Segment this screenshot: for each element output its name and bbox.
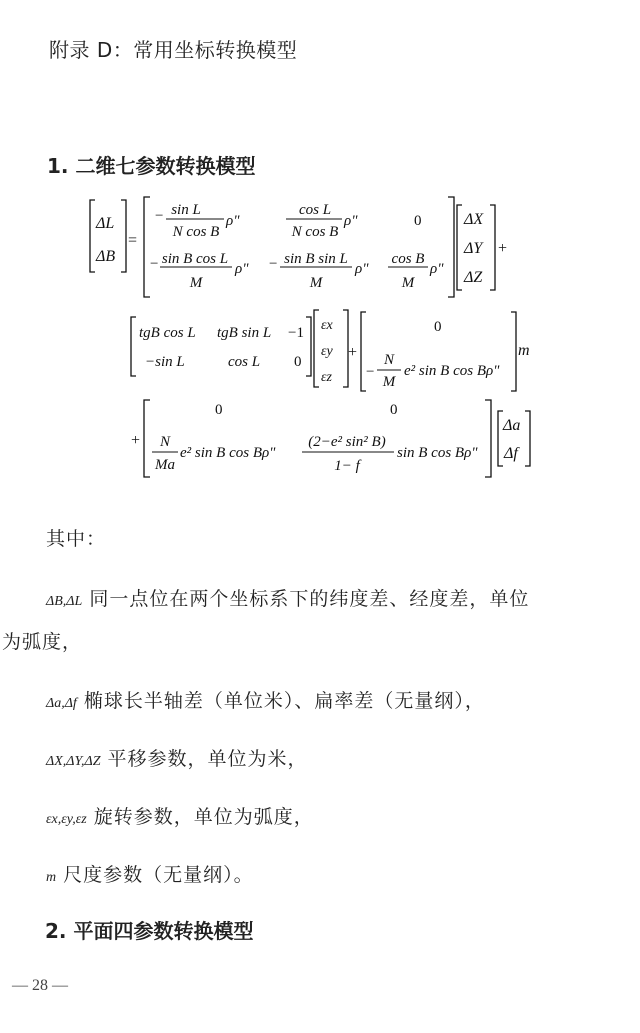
para-translation-text: 平移参数，单位为米， — [100, 748, 308, 770]
m1-r2c3-den: M — [401, 275, 415, 291]
m3-b2-rest: sin B cos Bρ" — [397, 445, 478, 461]
v4-da: Δa — [503, 417, 521, 434]
m2-r2c3: 0 — [294, 354, 302, 370]
para-translation — [46, 744, 308, 771]
scale-m: m — [518, 342, 530, 359]
symbol-m: m — [46, 870, 57, 885]
m3-b1-num: N — [159, 434, 171, 450]
para-delta-b-l-text: 同一点位在两个坐标系下的纬度差、经度差，单位 — [82, 588, 530, 610]
v3-rest: e² sin B cos Bρ" — [404, 363, 500, 379]
m1-r1c1-den: N cos B — [172, 224, 220, 240]
lhs-db: ΔB — [96, 248, 116, 265]
where-label: 其中： — [46, 528, 107, 550]
m1-r2c2-num: sin B sin L — [284, 251, 348, 267]
m3-top-c2: 0 — [390, 402, 398, 418]
m1-r1c1-minus: − — [155, 208, 164, 224]
section-2-title: 2. 平面四参数转换模型 — [45, 919, 254, 943]
m1-r2c1-den: M — [189, 275, 203, 291]
m1-r1c2-rho: ρ" — [344, 213, 358, 229]
symbol-epsilon-xyz: εx,εy,εz — [46, 812, 87, 827]
v3-frac-num: N — [383, 352, 395, 368]
symbol-delta-xyz: ΔX,ΔY,ΔZ — [46, 754, 101, 769]
v1-dx: ΔX — [464, 211, 484, 228]
v1-dz: ΔZ — [464, 269, 483, 286]
para-delta-b-l — [46, 584, 529, 611]
m2-r1c3: −1 — [288, 325, 304, 341]
m3-b1-rest: e² sin B cos Bρ" — [180, 445, 276, 461]
v2-ex: εx — [321, 318, 333, 333]
v3-top: 0 — [434, 319, 442, 335]
m1-r2c1-num: sin B cos L — [161, 251, 229, 267]
m1-r2c2-minus: − — [269, 256, 278, 272]
m2-r2c2: cos L — [228, 354, 261, 370]
m1-r2c2-den: M — [309, 275, 323, 291]
v2-ey: εy — [321, 344, 333, 359]
v4-df: Δf — [504, 445, 518, 462]
v3-frac-den: M — [382, 374, 396, 390]
section-1-title: 1. 二维七参数转换模型 — [47, 154, 256, 178]
v1-dy: ΔY — [464, 240, 483, 257]
m1-r2c2-rho: ρ" — [355, 261, 369, 277]
symbol-delta-b-l: ΔB,ΔL — [46, 594, 83, 609]
m3-b1-den: Ma — [155, 457, 175, 473]
m3-b2-num: (2−e² sin² B) — [308, 434, 386, 450]
m1-r1c2-den: N cos B — [291, 224, 339, 240]
m3-top-c1: 0 — [215, 402, 223, 418]
para-delta-a-f-text: 椭球长半轴差（单位米）、扁率差（无量纲）， — [76, 690, 485, 712]
m3-b2-den: 1− f — [334, 458, 360, 474]
para-rotation — [46, 802, 314, 829]
page-number: — 28 — — [12, 977, 68, 994]
para-rotation-text: 旋转参数，单位为弧度， — [86, 806, 314, 828]
m2-r1c2: tgB sin L — [217, 325, 272, 341]
lhs-dl: ΔL — [96, 215, 115, 232]
m1-r2c3-rho: ρ" — [430, 261, 444, 277]
para-scale — [46, 860, 254, 887]
m1-r1c3: 0 — [414, 213, 422, 229]
symbol-delta-a-f: Δa,Δf — [46, 696, 77, 711]
seven-parameter-formula — [0, 0, 640, 500]
m2-r2c1: −sin L — [145, 354, 185, 370]
para-delta-a-f — [46, 686, 485, 713]
equals-sign: = — [128, 232, 138, 249]
appendix-title: 附录 D：常用坐标转换模型 — [49, 38, 298, 62]
para-delta-b-l-continued: 为弧度， — [2, 631, 83, 653]
v2-ez: εz — [321, 370, 332, 385]
m2-r1c1: tgB cos L — [139, 325, 196, 341]
v3-minus: − — [366, 364, 375, 380]
plus-sign-2: + — [348, 344, 358, 361]
m1-r1c2-num: cos L — [298, 202, 332, 218]
para-scale-text: 尺度参数（无量纲）。 — [56, 864, 254, 886]
m1-r2c3-num: cos B — [391, 251, 425, 267]
m1-r1c1-rho: ρ" — [226, 213, 240, 229]
plus-sign-1: + — [498, 240, 508, 257]
m1-r1c1-num: sin L — [171, 202, 201, 218]
plus-sign-3: + — [131, 432, 141, 449]
m1-r2c1-rho: ρ" — [235, 261, 249, 277]
m1-r2c1-minus: − — [150, 256, 159, 272]
